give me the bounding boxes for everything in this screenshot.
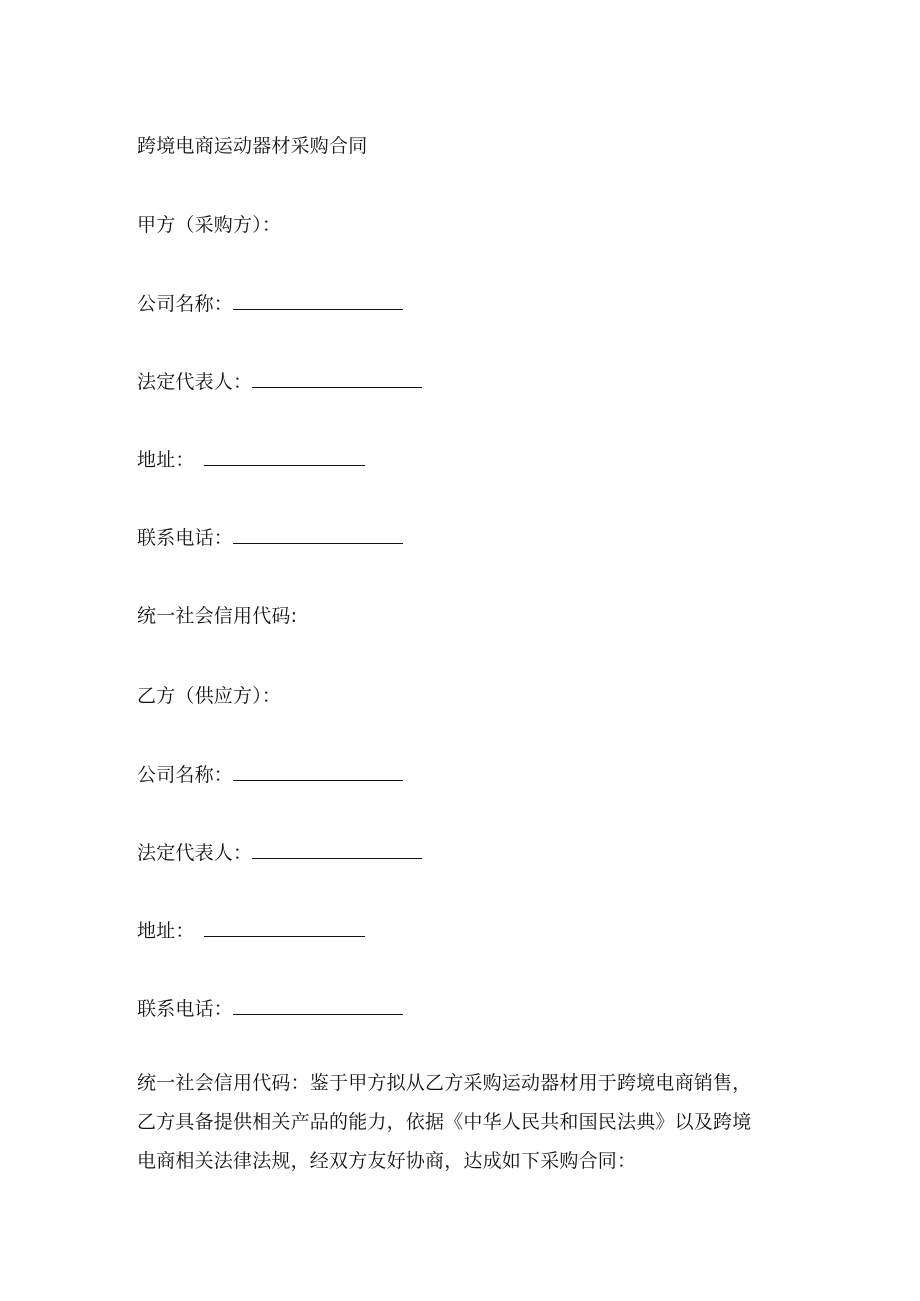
party-a-address-blank (204, 446, 365, 466)
party-a-credit-code-label: 统一社会信用代码: (137, 605, 298, 627)
preamble-line-1: 统一社会信用代码：鉴于甲方拟从乙方采购运动器材用于跨境电商销售， (137, 1072, 752, 1094)
party-a-phone-label: 联系电话： (137, 527, 234, 549)
party-a-company-label: 公司名称： (137, 293, 234, 315)
party-b-representative-label: 法定代表人： (137, 842, 253, 864)
party-b-representative-row (137, 839, 422, 866)
party-a-address-row (137, 446, 365, 473)
party-b-address-label: 地址： (137, 920, 195, 942)
preamble-line-2: 乙方具备提供相关产品的能力，依据《中华人民共和国民法典》以及跨境 (137, 1111, 752, 1133)
party-b-address-row (137, 917, 365, 944)
party-b-representative-blank (252, 839, 422, 859)
preamble-paragraph (137, 1064, 787, 1181)
party-b-company-row (137, 761, 403, 788)
party-b-company-blank (233, 761, 403, 781)
preamble-line-3: 电商相关法律法规，经双方友好协商，达成如下采购合同： (137, 1150, 637, 1172)
party-a-representative-label: 法定代表人： (137, 371, 253, 393)
party-b-phone-label: 联系电话： (137, 998, 234, 1020)
party-a-company-row (137, 290, 403, 317)
party-a-heading: 甲方（采购方）： (137, 214, 282, 236)
document-title: 跨境电商运动器材采购合同 (137, 135, 368, 157)
party-b-company-label: 公司名称： (137, 764, 234, 786)
party-a-representative-row (137, 368, 422, 395)
party-b-phone-row (137, 995, 403, 1022)
party-b-heading: 乙方（供应方）： (137, 685, 282, 707)
party-b-phone-blank (233, 995, 403, 1015)
party-a-phone-blank (233, 524, 403, 544)
party-a-address-label: 地址： (137, 449, 195, 471)
party-a-representative-blank (252, 368, 422, 388)
party-a-phone-row (137, 524, 403, 551)
party-b-address-blank (204, 917, 365, 937)
party-a-company-blank (233, 290, 403, 310)
